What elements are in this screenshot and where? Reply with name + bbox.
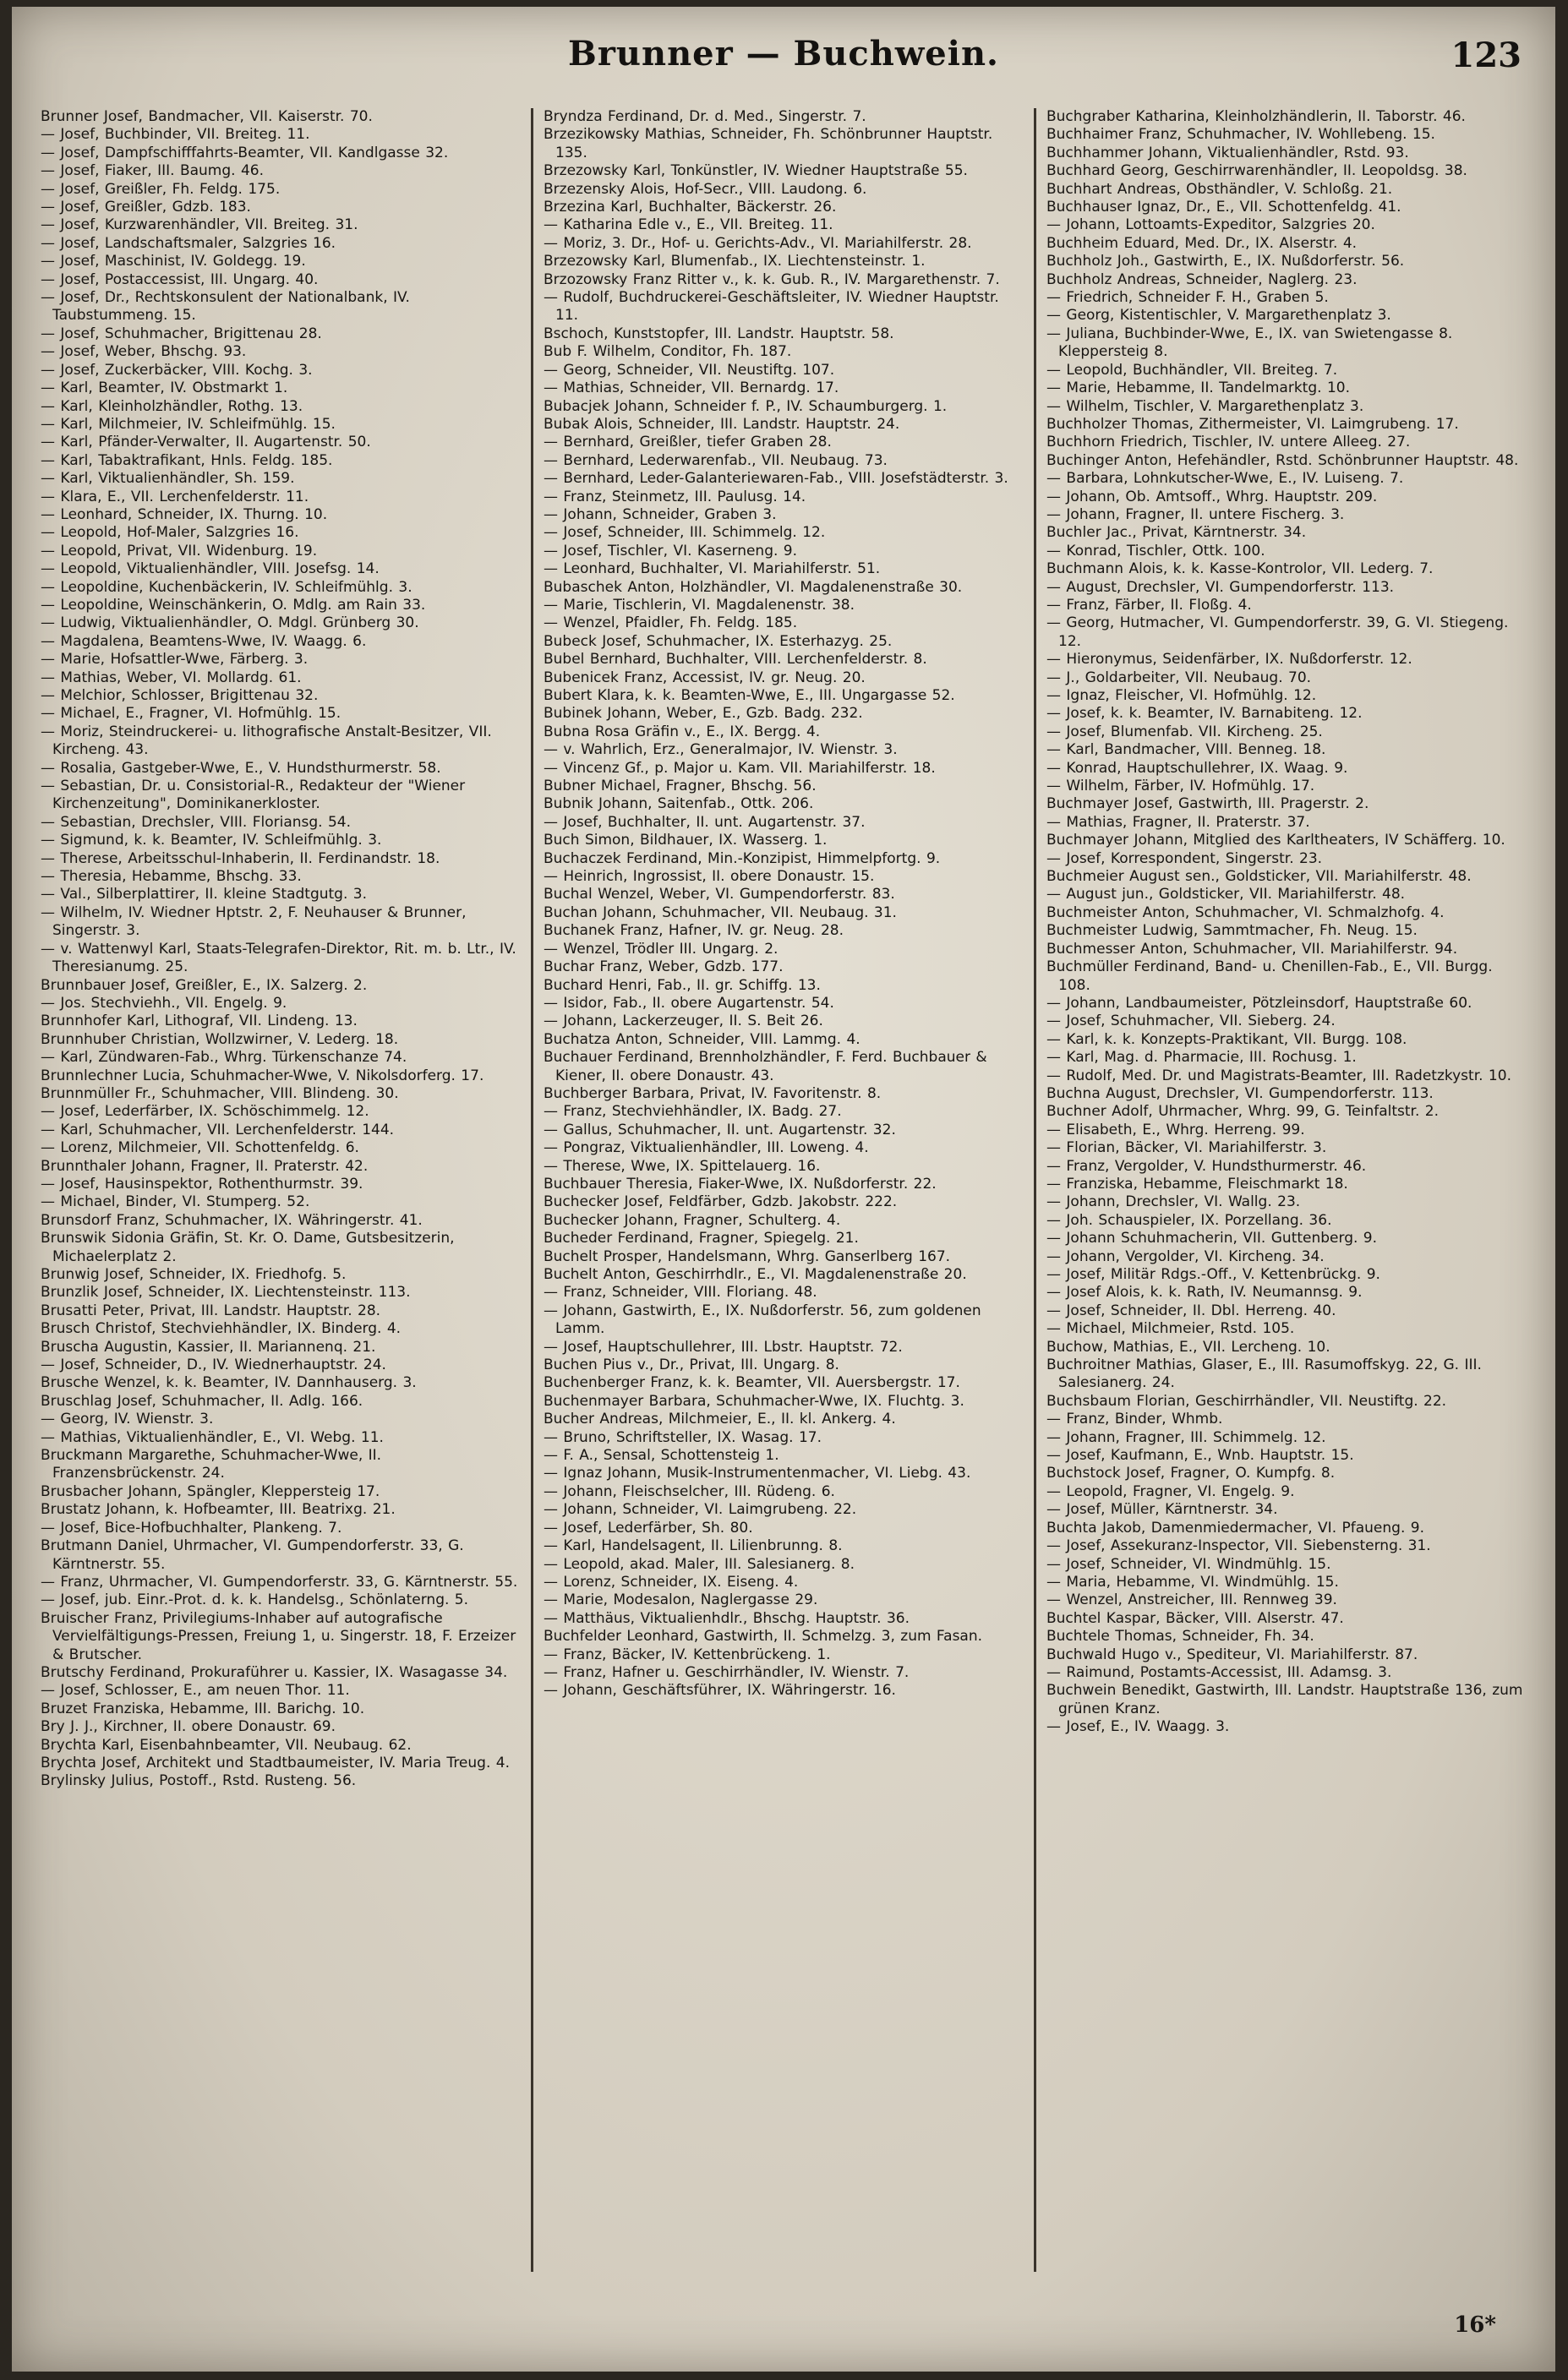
directory-entry: — Leopoldine, Weinschänkerin, O. Mdlg. am Rain 33. [41, 596, 426, 614]
directory-entry: — Josef, Schneider, D., IV. Wiednerhauptstr. 24. [41, 1356, 386, 1374]
directory-entry: Bucher Andreas, Milchmeier, E., II. kl. Ankerg. 4. [544, 1411, 896, 1428]
directory-entry: Bubinek Johann, Weber, E., Gzb. Badg. 232. [544, 705, 863, 723]
directory-entry: — Michael, E., Fragner, VI. Hofmühlg. 15. [41, 705, 341, 723]
directory-entry: — Marie, Hofsattler-Wwe, Färberg. 3. [41, 651, 309, 669]
directory-entry: — Josef, Bice-Hofbuchhalter, Plankeng. 7. [41, 1519, 342, 1537]
directory-entry: Buchhard Georg, Geschirrwarenhändler, II. Leopoldsg. 38. [1046, 162, 1467, 180]
directory-entry: — Franz, Binder, Whmb. [1046, 1411, 1223, 1428]
directory-entry: — Bernhard, Leder-Galanteriewaren-Fab., VIII. Josefstädterstr. 3. [544, 470, 1008, 488]
directory-entry: Buchholz Joh., Gastwirth, E., IX. Nußdorferstr. 56. [1046, 253, 1405, 270]
directory-entry: — Elisabeth, E., Whrg. Herreng. 99. [1046, 1121, 1305, 1138]
directory-entry: — v. Wahrlich, Erz., Generalmajor, IV. Wienstr. 3. [544, 741, 898, 759]
directory-entry: Bryndza Ferdinand, Dr. d. Med., Singerstr. 7. [544, 108, 866, 125]
directory-entry: Brutschy Ferdinand, Prokuraführer u. Kassier, IX. Wasagasse 34. [41, 1663, 508, 1681]
directory-entry: — Johann, Ob. Amtsoff., Whrg. Hauptstr. 209. [1046, 488, 1378, 505]
directory-entry: — Karl, Zündwaren-Fab., Whrg. Türkenschanze 74. [41, 1049, 407, 1067]
directory-entry: — Val., Silberplattirer, II. kleine Stadtgutg. 3. [41, 886, 368, 903]
directory-entry: Buchelt Anton, Geschirrhdlr., E., VI. Magdalenenstraße 20. [544, 1266, 967, 1283]
directory-entry: — Hieronymus, Seidenfärber, IX. Nußdorferstr. 12. [1046, 651, 1412, 669]
directory-entry: — Rosalia, Gastgeber-Wwe, E., V. Hundsthurmerstr. 58. [41, 759, 441, 777]
directory-entry: — Bernhard, Lederwarenfab., VII. Neubaug. 73. [544, 451, 888, 469]
directory-entry: — Josef, Greißler, Gdzb. 183. [41, 199, 251, 216]
directory-entry: Brunnlechner Lucia, Schuhmacher-Wwe, V. Nikolsdorferg. 17. [41, 1067, 484, 1084]
directory-entry: — Vincenz Gf., p. Major u. Kam. VII. Mariahilferstr. 18. [544, 759, 936, 777]
directory-entry: Brusatti Peter, Privat, III. Landstr. Hauptstr. 28. [41, 1302, 381, 1319]
directory-entry: — August jun., Goldsticker, VII. Mariahilferstr. 48. [1046, 886, 1406, 903]
directory-entry: Brunwig Josef, Schneider, IX. Friedhofg. 5. [41, 1266, 347, 1283]
directory-entry: — Georg, Schneider, VII. Neustiftg. 107. [544, 361, 835, 379]
directory-entry: Buchroitner Mathias, Glaser, E., III. Rasumoffskyg. 22, G. III. Salesianerg. 24. [1046, 1356, 1482, 1392]
directory-entry: Buchecker Josef, Feldfärber, Gdzb. Jakobstr. 222. [544, 1193, 898, 1211]
directory-entry: — Ignaz, Fleischer, VI. Hofmühlg. 12. [1046, 687, 1317, 704]
directory-entry: Brusche Wenzel, k. k. Beamter, IV. Dannhauserg. 3. [41, 1374, 417, 1392]
directory-entry: Bruckmann Margarethe, Schuhmacher-Wwe, II. Franzensbrückenstr. 24. [41, 1447, 382, 1482]
directory-entry: Brylinsky Julius, Postoff., Rstd. Rusteng. 56. [41, 1772, 357, 1790]
directory-entry: Bruischer Franz, Privilegiums-Inhaber auf autografische Vervielfältigungs-Pressen, Freiung 1, u. Singerstr. 18, F. Erzeizer & Brutscher. [41, 1609, 516, 1663]
directory-entry: — Leopold, Fragner, VI. Engelg. 9. [1046, 1482, 1295, 1500]
directory-entry: — Georg, Hutmacher, VI. Gumpendorferstr. 39, G. VI. Stiegeng. 12. [1046, 614, 1509, 650]
directory-entry: — Franz, Uhrmacher, VI. Gumpendorferstr. 33, G. Kärntnerstr. 55. [41, 1573, 518, 1591]
directory-entry: Brzezowsky Karl, Tonkünstler, IV. Wiedner Hauptstraße 55. [544, 162, 968, 180]
directory-entry: Buchmesser Anton, Schuhmacher, VII. Mariahilferstr. 94. [1046, 940, 1458, 958]
directory-entry: — Matthäus, Viktualienhdlr., Bhschg. Hauptstr. 36. [544, 1609, 910, 1627]
directory-entry: — J., Goldarbeiter, VII. Neubaug. 70. [1046, 669, 1312, 686]
directory-entry: — Therese, Wwe, IX. Spittelauerg. 16. [544, 1157, 821, 1175]
directory-entry: — Mathias, Viktualienhändler, E., VI. Webg. 11. [41, 1428, 384, 1446]
directory-entry: — Josef, Blumenfab. VII. Kircheng. 25. [1046, 723, 1323, 740]
directory-entry: — Josef, Dampfschifffahrts-Beamter, VII. Kandlgasse 32. [41, 144, 449, 161]
directory-entry: — Georg, IV. Wienstr. 3. [41, 1411, 214, 1428]
directory-entry: — Josef, Zuckerbäcker, VIII. Kochg. 3. [41, 361, 313, 379]
directory-entry: Brunzlik Josef, Schneider, IX. Liechtensteinstr. 113. [41, 1284, 411, 1302]
directory-entry: — Lorenz, Schneider, IX. Eiseng. 4. [544, 1573, 799, 1591]
directory-entry: — Josef, jub. Einr.-Prot. d. k. k. Handelsg., Schönlaterng. 5. [41, 1591, 469, 1609]
directory-entry: Buchholzer Thomas, Zithermeister, VI. Laimgrubeng. 17. [1046, 415, 1459, 433]
directory-entry: Bubert Klara, k. k. Beamten-Wwe, E., III. Ungargasse 52. [544, 687, 955, 704]
directory-entry: — Josef, Lederfärber, Sh. 80. [544, 1519, 753, 1537]
directory-entry: — Michael, Binder, VI. Stumperg. 52. [41, 1193, 310, 1211]
directory-entry: Brunnhuber Christian, Wollzwirner, V. Lederg. 18. [41, 1030, 399, 1048]
directory-entry: — Josef, Buchbinder, VII. Breiteg. 11. [41, 126, 310, 144]
directory-entry: — Karl, Tabaktrafikant, Hnls. Feldg. 185. [41, 451, 333, 469]
directory-entry: — Josef, Buchhalter, II. unt. Augartenstr. 37. [544, 813, 866, 831]
directory-entry: — Wilhelm, IV. Wiedner Hptstr. 2, F. Neuhauser & Brunner, Singerstr. 3. [41, 903, 467, 940]
directory-entry: Buchmann Alois, k. k. Kasse-Kontrolor, VII. Lederg. 7. [1046, 560, 1434, 578]
directory-entry: — Johann, Lackerzeuger, II. S. Beit 26. [544, 1013, 823, 1030]
directory-entry: Buchar Franz, Weber, Gdzb. 177. [544, 958, 784, 976]
directory-entry: — Klara, E., VII. Lerchenfelderstr. 11. [41, 488, 309, 505]
directory-entry: Brusch Christof, Stechviehhändler, IX. Binderg. 4. [41, 1320, 402, 1338]
directory-entry: Buchmayer Johann, Mitglied des Karltheaters, IV Schäfferg. 10. [1046, 832, 1505, 849]
directory-entry: — Rudolf, Med. Dr. und Magistrats-Beamter, III. Radetzkystr. 10. [1046, 1067, 1511, 1084]
directory-entry: Buchelt Prosper, Handelsmann, Whrg. Ganserlberg 167. [544, 1247, 951, 1265]
directory-entry: — Karl, k. k. Konzepts-Praktikant, VII. Burgg. 108. [1046, 1030, 1407, 1048]
directory-entry: — Wilhelm, Tischler, V. Margarethenplatz 3. [1046, 397, 1364, 415]
directory-entry: — Johann, Landbaumeister, Pötzleinsdorf, Hauptstraße 60. [1046, 994, 1472, 1012]
directory-entry: — Wenzel, Anstreicher, III. Rennweg 39. [1046, 1591, 1337, 1609]
directory-page [12, 7, 1555, 2372]
directory-entry: — Magdalena, Beamtens-Wwe, IV. Waagg. 6. [41, 632, 367, 650]
directory-entry: — Franz, Vergolder, V. Hundsthurmerstr. 46. [1046, 1157, 1367, 1175]
directory-entry: Brunnmüller Fr., Schuhmacher, VIII. Blindeng. 30. [41, 1084, 399, 1102]
directory-entry: Buchberger Barbara, Privat, IV. Favoritenstr. 8. [544, 1084, 882, 1102]
directory-entry: Bubaschek Anton, Holzhändler, VI. Magdalenenstraße 30. [544, 578, 963, 596]
directory-entry: Buchbauer Theresia, Fiaker-Wwe, IX. Nußdorferstr. 22. [544, 1175, 937, 1193]
directory-entry: — Bruno, Schriftsteller, IX. Wasag. 17. [544, 1428, 822, 1446]
column-1 [30, 108, 533, 2272]
directory-entry: — Ludwig, Viktualienhändler, O. Mdgl. Grünberg 30. [41, 614, 419, 632]
directory-entry: Buch Simon, Bildhauer, IX. Wasserg. 1. [544, 832, 828, 849]
directory-entry: Buchen Pius v., Dr., Privat, III. Ungarg. 8. [544, 1356, 839, 1374]
column-3 [1036, 108, 1537, 2272]
directory-entry: Buchanek Franz, Hafner, IV. gr. Neug. 28. [544, 922, 844, 940]
directory-entry: — Melchior, Schlosser, Brigittenau 32. [41, 687, 319, 704]
directory-entry: — Karl, Viktualienhändler, Sh. 159. [41, 470, 295, 488]
directory-entry: — Theresia, Hebamme, Bhschg. 33. [41, 868, 302, 886]
directory-entry: — Josef, Lederfärber, IX. Schöschimmelg. 12. [41, 1103, 369, 1121]
directory-entry: Buchatza Anton, Schneider, VIII. Lammg. 4. [544, 1030, 860, 1048]
directory-entry: Buchwald Hugo v., Spediteur, VI. Mariahilferstr. 87. [1046, 1646, 1418, 1663]
directory-entry: Buchholz Andreas, Schneider, Naglerg. 23. [1046, 270, 1358, 288]
directory-entry: — Friedrich, Schneider F. H., Graben 5. [1046, 289, 1329, 307]
directory-entry: Buchhauser Ignaz, Dr., E., VII. Schottenfeldg. 41. [1046, 199, 1401, 216]
directory-entry: — Leopold, Privat, VII. Widenburg. 19. [41, 542, 318, 560]
directory-entry: — Franz, Schneider, VIII. Floriang. 48. [544, 1284, 817, 1302]
page-number: 123 [1451, 35, 1522, 75]
directory-entry: — Sebastian, Dr. u. Consistorial-R., Redakteur der "Wiener Kirchenzeitung", Dominikanerkloster. [41, 778, 466, 813]
directory-entry: Brunner Josef, Bandmacher, VII. Kaiserstr. 70. [41, 108, 373, 125]
directory-entry: — Franz, Färber, II. Floßg. 4. [1046, 596, 1252, 614]
directory-entry: — Marie, Hebamme, II. Tandelmarktg. 10. [1046, 379, 1350, 397]
directory-entry: Buchstock Josef, Fragner, O. Kumpfg. 8. [1046, 1465, 1336, 1482]
directory-entry: — Leopold, Hof-Maler, Salzgries 16. [41, 524, 299, 542]
page-header [12, 24, 1555, 83]
directory-entry: — Karl, Bandmacher, VIII. Benneg. 18. [1046, 741, 1326, 759]
directory-entry: Buchmeister Anton, Schuhmacher, VI. Schmalzhofg. 4. [1046, 903, 1445, 921]
directory-entry: — Josef, Greißler, Fh. Feldg. 175. [41, 180, 281, 198]
directory-entry: Brustatz Johann, k. Hofbeamter, III. Beatrixg. 21. [41, 1501, 396, 1519]
directory-entry: — Josef, Müller, Kärntnerstr. 34. [1046, 1501, 1278, 1519]
directory-entry: — Josef, Maschinist, IV. Goldegg. 19. [41, 253, 306, 270]
directory-entry: — Marie, Modesalon, Naglergasse 29. [544, 1591, 818, 1609]
directory-entry: — v. Wattenwyl Karl, Staats-Telegrafen-Direktor, Rit. m. b. Ltr., IV. Theresianumg. 25. [41, 940, 516, 976]
directory-entry: — Karl, Kleinholzhändler, Rothg. 13. [41, 397, 303, 415]
directory-entry: — Josef, Tischler, VI. Kaserneng. 9. [544, 542, 798, 560]
directory-entry: — Josef, Schuhmacher, Brigittenau 28. [41, 325, 322, 342]
directory-entry: — Sebastian, Drechsler, VIII. Floriansg. 54. [41, 813, 352, 831]
directory-entry: Buchmüller Ferdinand, Band- u. Chenillen-Fab., E., VII. Burgg. 108. [1046, 958, 1493, 994]
directory-entry: — Franziska, Hebamme, Fleischmarkt 18. [1046, 1175, 1348, 1193]
directory-entry: — Leopold, Viktualienhändler, VIII. Josefsg. 14. [41, 560, 380, 578]
directory-entry: — Raimund, Postamts-Accessist, III. Adamsg. 3. [1046, 1663, 1392, 1681]
directory-entry: — Heinrich, Ingrossist, II. obere Donaustr. 15. [544, 868, 875, 886]
directory-entry: Buchsbaum Florian, Geschirrhändler, VII. Neustiftg. 22. [1046, 1392, 1447, 1410]
columns-container [30, 108, 1537, 2272]
directory-entry: — Josef, Schlosser, E., am neuen Thor. 11. [41, 1682, 350, 1700]
directory-entry: — Josef, Dr., Rechtskonsulent der Nationalbank, IV. Taubstummeng. 15. [41, 289, 410, 325]
directory-entry: — Ignaz Johann, Musik-Instrumentenmacher, VI. Liebg. 43. [544, 1465, 971, 1482]
directory-entry: — Lorenz, Milchmeier, VII. Schottenfeldg. 6. [41, 1139, 359, 1157]
directory-entry: Buchaczek Ferdinand, Min.-Konzipist, Himmelpfortg. 9. [544, 849, 941, 867]
directory-entry: — Karl, Pfänder-Verwalter, II. Augartenstr. 50. [41, 434, 371, 451]
directory-entry: — Karl, Handelsagent, II. Lilienbrunng. 8. [544, 1537, 843, 1555]
directory-entry: — Josef, Landschaftsmaler, Salzgries 16. [41, 234, 336, 252]
directory-entry: — Marie, Tischlerin, VI. Magdalenenstr. 38. [544, 596, 855, 614]
directory-entry: — August, Drechsler, VI. Gumpendorferstr. 113. [1046, 578, 1395, 596]
directory-entry: Buchmeister Ludwig, Sammtmacher, Fh. Neug. 15. [1046, 922, 1418, 940]
directory-entry: — Karl, Milchmeier, IV. Schleifmühlg. 15. [41, 415, 336, 433]
directory-entry: Buchenmayer Barbara, Schuhmacher-Wwe, IX. Fluchtg. 3. [544, 1392, 964, 1410]
directory-entry: — Josef, Schneider, II. Dbl. Herreng. 40. [1046, 1302, 1336, 1319]
directory-entry: Buchheim Eduard, Med. Dr., IX. Alserstr. 4. [1046, 234, 1358, 252]
directory-entry: Buchmayer Josef, Gastwirth, III. Pragerstr. 2. [1046, 795, 1369, 813]
directory-entry: Buchard Henri, Fab., II. gr. Schiffg. 13. [544, 976, 821, 994]
directory-entry: — Franz, Bäcker, IV. Kettenbrückeng. 1. [544, 1646, 831, 1663]
directory-entry: — Johann, Geschäftsführer, IX. Währingerstr. 16. [544, 1682, 896, 1700]
directory-entry: — Florian, Bäcker, VI. Mariahilferstr. 3. [1046, 1139, 1327, 1157]
directory-entry: Buchinger Anton, Hefehändler, Rstd. Schönbrunner Hauptstr. 48. [1046, 451, 1519, 469]
directory-entry: — Barbara, Lohnkutscher-Wwe, E., IV. Luiseng. 7. [1046, 470, 1404, 488]
directory-entry: — Josef Alois, k. k. Rath, IV. Neumannsg. 9. [1046, 1284, 1363, 1302]
directory-entry: — Katharina Edle v., E., VII. Breiteg. 11. [544, 216, 833, 234]
directory-entry: Brzezowsky Karl, Blumenfab., IX. Liechtensteinstr. 1. [544, 253, 926, 270]
directory-entry: — Mathias, Fragner, II. Praterstr. 37. [1046, 813, 1310, 831]
directory-entry: — Franz, Steinmetz, III. Paulusg. 14. [544, 488, 806, 505]
directory-entry: — Sigmund, k. k. Beamter, IV. Schleifmühlg. 3. [41, 832, 382, 849]
column-2 [533, 108, 1036, 2272]
directory-entry: Buchecker Johann, Fragner, Schulterg. 4. [544, 1211, 841, 1229]
directory-entry: — Josef, k. k. Beamter, IV. Barnabiteng. 12. [1046, 705, 1363, 723]
directory-entry: — Juliana, Buchbinder-Wwe, E., IX. van Swietengasse 8. Kleppersteig 8. [1046, 325, 1453, 361]
directory-entry: Buchhorn Friedrich, Tischler, IV. untere Alleeg. 27. [1046, 434, 1411, 451]
directory-entry: Bubel Bernhard, Buchhalter, VIII. Lerchenfelderstr. 8. [544, 651, 927, 669]
directory-entry: — Rudolf, Buchdruckerei-Geschäftsleiter, IV. Wiedner Hauptstr. 11. [544, 289, 999, 325]
directory-entry: Brunswik Sidonia Gräfin, St. Kr. O. Dame, Gutsbesitzerin, Michaelerplatz 2. [41, 1230, 455, 1265]
directory-entry: — Josef, Hauptschullehrer, III. Lbstr. Hauptstr. 72. [544, 1338, 903, 1356]
directory-entry: — Therese, Arbeitsschul-Inhaberin, II. Ferdinandstr. 18. [41, 849, 440, 867]
directory-entry: Bruscha Augustin, Kassier, II. Mariannenq. 21. [41, 1338, 376, 1356]
directory-entry: — Karl, Mag. d. Pharmacie, III. Rochusg. 1. [1046, 1049, 1357, 1067]
directory-entry: Bubnik Johann, Saitenfab., Ottk. 206. [544, 795, 814, 813]
directory-entry: Brunsdorf Franz, Schuhmacher, IX. Währingerstr. 41. [41, 1211, 423, 1229]
directory-entry: Bucheder Ferdinand, Fragner, Spiegelg. 21. [544, 1230, 859, 1247]
directory-entry: Brychta Karl, Eisenbahnbeamter, VII. Neubaug. 62. [41, 1736, 412, 1754]
directory-entry: — Karl, Schuhmacher, VII. Lerchenfelderstr. 144. [41, 1121, 395, 1138]
directory-entry: — Johann, Fragner, III. Schimmelg. 12. [1046, 1428, 1326, 1446]
directory-entry: Buchgraber Katharina, Kleinholzhändlerin, II. Taborstr. 46. [1046, 108, 1466, 125]
directory-entry: Bub F. Wilhelm, Conditor, Fh. 187. [544, 343, 792, 361]
directory-entry: Buchler Jac., Privat, Kärntnerstr. 34. [1046, 524, 1307, 542]
directory-entry: — Johann, Schneider, VI. Laimgrubeng. 22. [544, 1501, 857, 1519]
directory-entry: — Leopold, akad. Maler, III. Salesianerg. 8. [544, 1555, 855, 1573]
directory-entry: Buchfelder Leonhard, Gastwirth, II. Schmelzg. 3, zum Fasan. [544, 1628, 983, 1646]
directory-entry: Brzezina Karl, Buchhalter, Bäckerstr. 26. [544, 199, 837, 216]
directory-entry: — Jos. Stechviehh., VII. Engelg. 9. [41, 994, 287, 1012]
directory-entry: Buchan Johann, Schuhmacher, VII. Neubaug. 31. [544, 903, 897, 921]
directory-entry: — Michael, Milchmeier, Rstd. 105. [1046, 1320, 1295, 1338]
directory-entry: Buchhammer Johann, Viktualienhändler, Rstd. 93. [1046, 144, 1409, 161]
directory-entry: — Josef, Assekuranz-Inspector, VII. Siebensterng. 31. [1046, 1537, 1431, 1555]
directory-entry: Bruzet Franziska, Hebamme, III. Barichg. 10. [41, 1700, 365, 1717]
directory-entry: Brzozowsky Franz Ritter v., k. k. Gub. R., IV. Margarethenstr. 7. [544, 270, 1000, 288]
directory-entry: — Josef, Kurzwarenhändler, VII. Breiteg. 31. [41, 216, 358, 234]
directory-entry: Bry J. J., Kirchner, II. obere Donaustr. 69. [41, 1718, 336, 1736]
directory-entry: Brunnhofer Karl, Lithograf, VII. Lindeng. 13. [41, 1013, 358, 1030]
directory-entry: — Wenzel, Trödler III. Ungarg. 2. [544, 940, 779, 958]
directory-entry: — Pongraz, Viktualienhändler, III. Loweng. 4. [544, 1139, 869, 1157]
directory-entry: — Franz, Stechviehhändler, IX. Badg. 27. [544, 1103, 842, 1121]
directory-entry: Bubenicek Franz, Accessist, IV. gr. Neug. 20. [544, 669, 866, 686]
directory-entry: — Konrad, Hauptschullehrer, IX. Waag. 9. [1046, 759, 1348, 777]
directory-entry: — Karl, Beamter, IV. Obstmarkt 1. [41, 379, 288, 397]
directory-entry: — Josef, Postaccessist, III. Ungarg. 40. [41, 270, 319, 288]
directory-entry: Buchauer Ferdinand, Brennholzhändler, F. Ferd. Buchbauer & Kiener, II. obere Donaustr. 43. [544, 1049, 987, 1084]
directory-entry: — Josef, Weber, Bhschg. 93. [41, 343, 247, 361]
directory-entry: Buchtele Thomas, Schneider, Fh. 34. [1046, 1628, 1314, 1646]
directory-entry: — Franz, Hafner u. Geschirrhändler, IV. Wienstr. 7. [544, 1663, 910, 1681]
directory-entry: Buchhart Andreas, Obsthändler, V. Schloßg. 21. [1046, 180, 1393, 198]
directory-entry: — Joh. Schauspieler, IX. Porzellang. 36. [1046, 1211, 1332, 1229]
directory-entry: — Josef, Schuhmacher, VII. Sieberg. 24. [1046, 1013, 1336, 1030]
directory-entry: — Johann, Schneider, Graben 3. [544, 505, 777, 523]
directory-entry: — Josef, E., IV. Waagg. 3. [1046, 1718, 1230, 1736]
running-head: Brunner — Buchwein. [568, 34, 999, 74]
directory-entry: Brunnthaler Johann, Fragner, II. Praterstr. 42. [41, 1157, 369, 1175]
directory-entry: — Mathias, Schneider, VII. Bernardg. 17. [544, 379, 839, 397]
directory-entry: — Gallus, Schuhmacher, II. unt. Augartenstr. 32. [544, 1121, 896, 1138]
directory-entry: — Konrad, Tischler, Ottk. 100. [1046, 542, 1265, 560]
directory-entry: — Johann, Vergolder, VI. Kircheng. 34. [1046, 1247, 1325, 1265]
signature-mark: 16* [1454, 2312, 1496, 2338]
directory-entry: Bubna Rosa Gräfin v., E., IX. Bergg. 4. [544, 723, 821, 740]
directory-entry: — Johann, Lottoamts-Expeditor, Salzgries 20. [1046, 216, 1375, 234]
directory-entry: — Josef, Militär Rdgs.-Off., V. Kettenbrückg. 9. [1046, 1266, 1380, 1283]
directory-entry: — Leopoldine, Kuchenbäckerin, IV. Schleifmühlg. 3. [41, 578, 412, 596]
directory-entry: — Josef, Schneider, III. Schimmelg. 12. [544, 524, 826, 542]
directory-entry: — Leopold, Buchhändler, VII. Breiteg. 7. [1046, 361, 1338, 379]
directory-entry: — Isidor, Fab., II. obere Augartenstr. 54. [544, 994, 834, 1012]
directory-entry: Buchta Jakob, Damenmiedermacher, VI. Pfaueng. 9. [1046, 1519, 1424, 1537]
directory-entry: Bschoch, Kunststopfer, III. Landstr. Hauptstr. 58. [544, 325, 894, 342]
directory-entry: — Josef, Korrespondent, Singerstr. 23. [1046, 849, 1323, 867]
directory-entry: — Bernhard, Greißler, tiefer Graben 28. [544, 434, 832, 451]
directory-entry: — Leonhard, Schneider, IX. Thurng. 10. [41, 505, 328, 523]
directory-entry: Brutmann Daniel, Uhrmacher, VI. Gumpendorferstr. 33, G. Kärntnerstr. 55. [41, 1537, 464, 1573]
directory-entry: Bubak Alois, Schneider, III. Landstr. Hauptstr. 24. [544, 415, 900, 433]
directory-entry: — Wilhelm, Färber, IV. Hofmühlg. 17. [1046, 778, 1315, 795]
directory-entry: — Mathias, Weber, VI. Mollardg. 61. [41, 669, 302, 686]
directory-entry: Bubner Michael, Fragner, Bhschg. 56. [544, 778, 817, 795]
directory-entry: — Wenzel, Pfaidler, Fh. Feldg. 185. [544, 614, 798, 632]
directory-entry: Buchal Wenzel, Weber, VI. Gumpendorferstr. 83. [544, 886, 895, 903]
directory-entry: Buchhaimer Franz, Schuhmacher, IV. Wohllebeng. 15. [1046, 126, 1435, 144]
directory-entry: — Leonhard, Buchhalter, VI. Mariahilferstr. 51. [544, 560, 881, 578]
directory-entry: Buchmeier August sen., Goldsticker, VII. Mariahilferstr. 48. [1046, 868, 1472, 886]
directory-entry: Brusbacher Johann, Spängler, Kleppersteig 17. [41, 1482, 380, 1500]
directory-entry: — Johann, Drechsler, VI. Wallg. 23. [1046, 1193, 1301, 1211]
directory-entry: — Johann Schuhmacherin, VII. Guttenberg. 9. [1046, 1230, 1378, 1247]
directory-entry: Brunnbauer Josef, Greißler, E., IX. Salzerg. 2. [41, 976, 368, 994]
directory-entry: — Josef, Hausinspektor, Rothenthurmstr. 39. [41, 1175, 363, 1193]
directory-entry: Bubeck Josef, Schuhmacher, IX. Esterhazyg. 25. [544, 632, 893, 650]
directory-entry: — Moriz, 3. Dr., Hof- u. Gerichts-Adv., VI. Mariahilferstr. 28. [544, 234, 972, 252]
directory-entry: Brychta Josef, Architekt und Stadtbaumeister, IV. Maria Treug. 4. [41, 1754, 510, 1771]
directory-entry: Buchwein Benedikt, Gastwirth, III. Landstr. Hauptstraße 136, zum grünen Kranz. [1046, 1682, 1523, 1717]
directory-entry: — Josef, Schneider, VI. Windmühlg. 15. [1046, 1555, 1331, 1573]
directory-entry: — Johann, Fragner, II. untere Fischerg. 3. [1046, 505, 1345, 523]
directory-entry: — Johann, Fleischselcher, III. Rüdeng. 6. [544, 1482, 835, 1500]
directory-entry: — Moriz, Steindruckerei- u. lithografische Anstalt-Besitzer, VII. Kircheng. 43. [41, 723, 492, 759]
directory-entry: — Johann, Gastwirth, E., IX. Nußdorferstr. 56, zum goldenen Lamm. [544, 1302, 981, 1338]
directory-entry: Brzezikowsky Mathias, Schneider, Fh. Schönbrunner Hauptstr. 135. [544, 126, 993, 161]
directory-entry: Buchenberger Franz, k. k. Beamter, VII. Auersbergstr. 17. [544, 1374, 960, 1392]
directory-entry: — Maria, Hebamme, VI. Windmühlg. 15. [1046, 1573, 1339, 1591]
directory-entry: — Georg, Kistentischler, V. Margarethenplatz 3. [1046, 307, 1391, 325]
directory-entry: Bubacjek Johann, Schneider f. P., IV. Schaumburgerg. 1. [544, 397, 948, 415]
directory-entry: Buchow, Mathias, E., VII. Lercheng. 10. [1046, 1338, 1330, 1356]
directory-entry: Buchtel Kaspar, Bäcker, VIII. Alserstr. 47. [1046, 1609, 1344, 1627]
directory-entry: — Josef, Fiaker, III. Baumg. 46. [41, 162, 265, 180]
directory-entry: Buchna August, Drechsler, VI. Gumpendorferstr. 113. [1046, 1084, 1434, 1102]
directory-entry: Buchner Adolf, Uhrmacher, Whrg. 99, G. Teinfaltstr. 2. [1046, 1103, 1439, 1121]
directory-entry: — Josef, Kaufmann, E., Wnb. Hauptstr. 15. [1046, 1447, 1354, 1465]
directory-entry: — F. A., Sensal, Schottensteig 1. [544, 1447, 779, 1465]
directory-entry: Bruschlag Josef, Schuhmacher, II. Adlg. 166. [41, 1392, 363, 1410]
directory-entry: Brzezensky Alois, Hof-Secr., VIII. Laudong. 6. [544, 180, 867, 198]
